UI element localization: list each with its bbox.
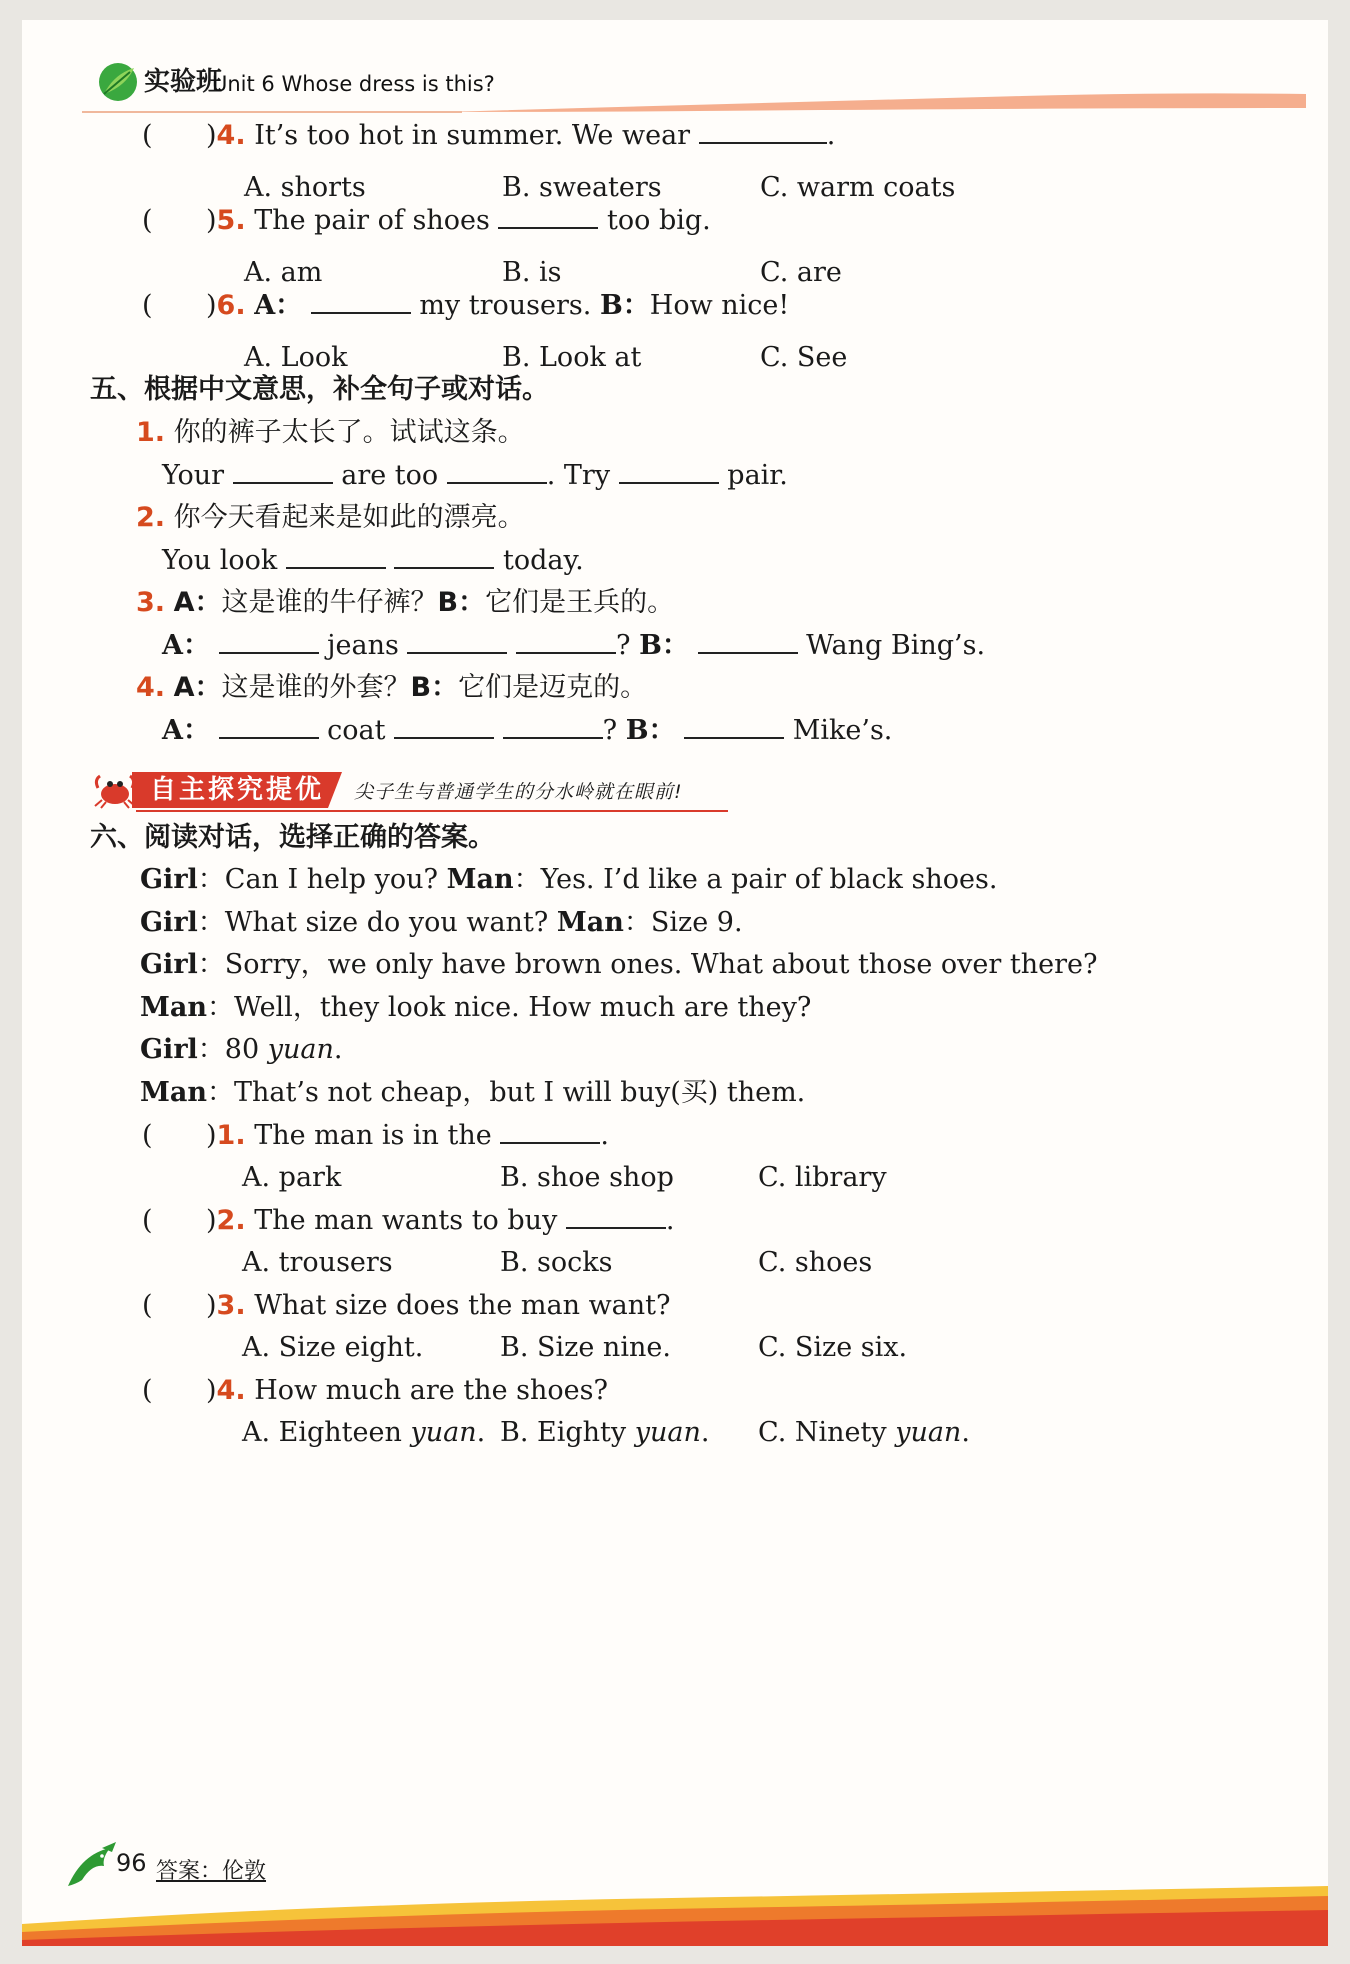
- header: [22, 20, 1328, 120]
- workbook-page: 实验班 Unit 6 Whose dress is this? ( )4. It’s too hot in summer. We wear . A. shorts B. sweaters C. warm coats ( )5. The pair of shoes too big. A. am B. is C. are ( )6. A： my trousers. B：How nice! A. Look B. Look at C. See 五、根据中文意思，补全句子或对话。 1. 你的裤子太长了。试试这条。 Your are too . Try pair. 2. 你今天看起来是如此的漂亮。 You look today. 3. A：这是谁的牛仔裤？B：它们是王兵的。 A： jeans ? B： Wang Bing’s. 4. A：这是谁的外套？B：它们是迈克的。 A： coat ? B： Mike’s. 自主探究提优 尖子生与普通学生的分水岭就在眼前! 六、阅读对话，选择正确的答案。 Girl：Can I help you? Man：Yes. I’d like a pair of black shoes. Girl：What size do you want? Man：Size 9. Girl：Sorry，we only have brown ones. What about those over there? Man：Well，they look nice. How much are they? Girl：80 yuan. Man：That’s not cheap，but I will buy(买) them. ( )1. The man is in the . A. park B. shoe shop C. library ( )2. The man wants to buy . A. trousers B. socks C. shoes ( )3. What size does the man want? A. Size eight. B. Size nine. C. Size six. ( )4. How much are the shoes? A. Eighteen yuan. B. Eighty yuan. C. Ninety yuan. 96 答案：伦敦: [22, 20, 1328, 1946]
- question-number: 4.: [216, 120, 246, 151]
- section-6-title: 六、阅读对话，选择正确的答案。: [90, 822, 495, 853]
- answer-blank[interactable]: [447, 458, 547, 484]
- option-c[interactable]: C. Size six.: [758, 1332, 908, 1363]
- answer-paren-open[interactable]: (: [142, 1375, 153, 1406]
- answer-paren-open[interactable]: (: [142, 205, 153, 236]
- answer-blank[interactable]: [500, 1118, 600, 1144]
- option-c[interactable]: C. warm coats: [760, 172, 956, 203]
- question-text: The pair of shoes: [254, 205, 490, 236]
- option-a[interactable]: A. trousers: [242, 1247, 393, 1278]
- answer-blank[interactable]: [699, 118, 827, 144]
- dialogue-line: Girl：Sorry，we only have brown ones. What about those over there?: [140, 949, 1098, 980]
- section-banner: [92, 768, 732, 812]
- unit-title: Unit 6 Whose dress is this?: [212, 72, 495, 96]
- option-a[interactable]: A. Eighteen yuan.: [242, 1417, 486, 1448]
- option-a[interactable]: A. park: [242, 1162, 342, 1193]
- option-c[interactable]: C. Ninety yuan.: [758, 1417, 970, 1448]
- question-number: 6.: [216, 290, 246, 321]
- option-b[interactable]: B. is: [502, 257, 562, 288]
- dialogue-line: Girl：What size do you want? Man：Size 9.: [140, 907, 743, 938]
- option-c[interactable]: C. are: [760, 257, 842, 288]
- answer-blank[interactable]: [394, 543, 494, 569]
- question-text: It’s too hot in summer. We wear: [254, 120, 691, 151]
- banner-underline: [136, 810, 728, 812]
- option-c[interactable]: C. See: [760, 342, 848, 373]
- answer-blank[interactable]: [516, 628, 616, 654]
- dialogue-line: Man：That’s not cheap，but I will buy(买) them.: [140, 1077, 806, 1108]
- banner-title: 自主探究提优: [150, 775, 325, 805]
- answer-blank[interactable]: [619, 458, 719, 484]
- answer-blank[interactable]: [233, 458, 333, 484]
- answer-blank[interactable]: [311, 288, 411, 314]
- answer-paren-open[interactable]: (: [142, 1120, 153, 1151]
- option-b[interactable]: B. socks: [500, 1247, 613, 1278]
- answer-blank[interactable]: [698, 628, 798, 654]
- option-b[interactable]: B. Eighty yuan.: [500, 1417, 710, 1448]
- answer-key: 答案：伦敦: [156, 1859, 267, 1884]
- footer: [22, 1840, 1328, 1946]
- banner-slogan: 尖子生与普通学生的分水岭就在眼前!: [354, 781, 683, 803]
- dialogue-line: Girl：Can I help you? Man：Yes. I’d like a pair of black shoes.: [140, 864, 998, 895]
- dialogue-line: Girl：80 yuan.: [140, 1034, 343, 1065]
- option-b[interactable]: B. sweaters: [502, 172, 662, 203]
- answer-blank[interactable]: [286, 543, 386, 569]
- answer-paren-open[interactable]: (: [142, 1290, 153, 1321]
- option-c[interactable]: C. shoes: [758, 1247, 873, 1278]
- option-a[interactable]: A. Size eight.: [242, 1332, 424, 1363]
- option-b[interactable]: B. Look at: [502, 342, 642, 373]
- option-b[interactable]: B. shoe shop: [500, 1162, 674, 1193]
- footer-wave: [22, 1884, 1328, 1946]
- answer-paren-open[interactable]: (: [142, 120, 153, 151]
- answer-blank[interactable]: [684, 713, 784, 739]
- option-b[interactable]: B. Size nine.: [500, 1332, 671, 1363]
- header-stripe: [22, 82, 1328, 120]
- answer-blank[interactable]: [219, 628, 319, 654]
- answer-paren-open[interactable]: (: [142, 290, 153, 321]
- answer-blank[interactable]: [566, 1203, 666, 1229]
- answer-blank[interactable]: [394, 713, 494, 739]
- answer-blank[interactable]: [219, 713, 319, 739]
- option-a[interactable]: A. am: [244, 257, 323, 288]
- answer-blank[interactable]: [503, 713, 603, 739]
- option-a[interactable]: A. shorts: [244, 172, 366, 203]
- answer-paren-open[interactable]: (: [142, 1205, 153, 1236]
- option-a[interactable]: A. Look: [244, 342, 348, 373]
- page-number: 96: [116, 1849, 147, 1877]
- brand-label: 实验班: [144, 67, 223, 97]
- question-number: 5.: [216, 205, 246, 236]
- answer-blank[interactable]: [407, 628, 507, 654]
- option-c[interactable]: C. library: [758, 1162, 887, 1193]
- answer-blank[interactable]: [498, 203, 598, 229]
- dialogue-line: Man：Well，they look nice. How much are they?: [140, 992, 812, 1023]
- section-5-title: 五、根据中文意思，补全句子或对话。: [90, 374, 549, 405]
